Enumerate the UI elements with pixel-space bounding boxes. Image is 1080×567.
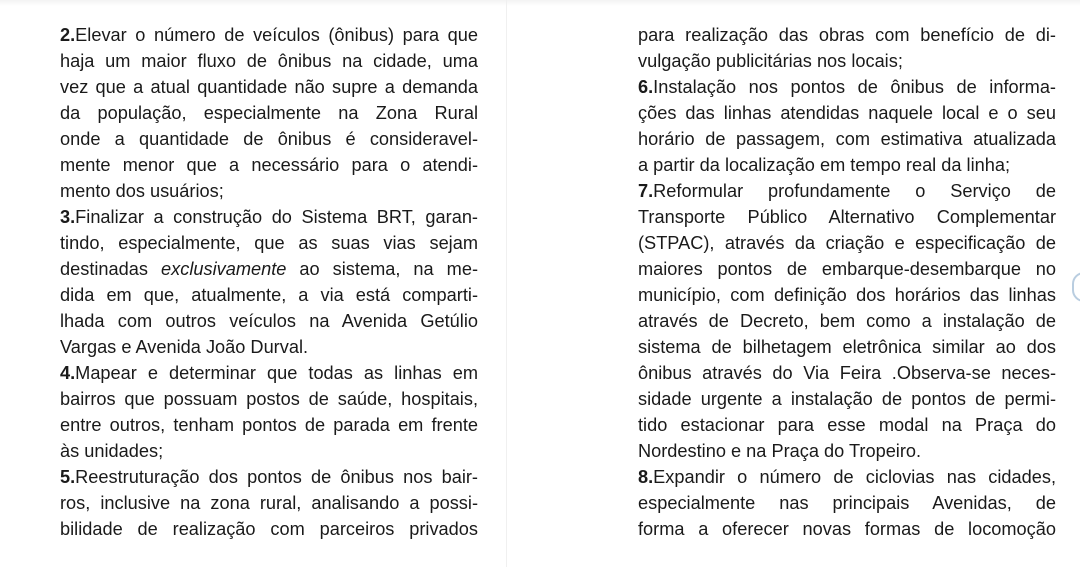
line-text: mento dos usuários; [60,181,224,201]
text-line [60,412,478,438]
line-text: a partir da localização em tempo real da linha; [638,155,1011,175]
top-edge-shadow [0,0,1080,6]
text-line [60,282,478,308]
text-line [60,360,478,386]
text-line [638,490,1056,516]
line-text: vulgação publicitárias nos locais; [638,51,903,71]
text-line [638,438,1056,464]
line-text: tido estacionar para esse modal na Praça do [638,415,1056,435]
emphasized-text: exclusivamente [161,259,287,279]
line-text: para realização das obras com benefício de di- [638,25,1056,45]
line-text: Vargas e Avenida João Durval. [60,337,309,357]
item-number: 2. [60,25,76,45]
scroll-handle-icon[interactable] [1072,272,1080,302]
text-line [638,464,1056,490]
text-line [638,48,1056,74]
line-text: ções das linhas atendidas naquele local e o seu [638,103,1056,123]
text-line [638,516,1056,542]
line-text: forma a oferecer novas formas de locomoção [638,519,1056,539]
item-number: 7. [638,181,654,201]
text-line [638,22,1056,48]
text-line [638,100,1056,126]
column-divider [506,0,507,567]
line-text: sidade urgente a instalação de pontos de permi- [638,389,1056,409]
text-line [60,74,478,100]
line-text: haja um maior fluxo de ônibus na cidade, uma [60,51,478,71]
line-text: lhada com outros veículos na Avenida Getúlio [60,311,478,331]
text-line [60,438,478,464]
text-line [638,360,1056,386]
line-text: bilidade de realização com parceiros privados [60,519,478,539]
text-line [638,204,1056,230]
line-text: Mapear e determinar que todas as linhas em [75,363,478,383]
line-text: especialmente nas principais Avenidas, de [638,493,1056,513]
text-line [60,464,478,490]
text-line [638,74,1056,100]
line-text: entre outros, tenham pontos de parada em frente [60,415,478,435]
text-line [60,308,478,334]
line-text: dida em que, atualmente, a via está comparti- [60,285,478,305]
text-line [60,256,478,282]
left-text-column [60,22,478,542]
line-text: ônibus através do Via Feira .Observa-se neces- [638,363,1056,383]
text-line [60,334,478,360]
text-line [60,204,478,230]
line-text: da população, especialmente na Zona Rural [60,103,478,123]
line-text: Nordestino e na Praça do Tropeiro. [638,441,922,461]
line-text: Elevar o número de veículos (ônibus) para que [75,25,478,45]
line-text: Expandir o número de ciclovias nas cidades, [653,467,1056,487]
text-line [60,490,478,516]
line-text: Transporte Público Alternativo Complementar [638,207,1056,227]
text-line [638,412,1056,438]
text-line [60,152,478,178]
text-line [638,282,1056,308]
line-text: Reestruturação dos pontos de ônibus nos bair- [75,467,478,487]
line-text: destinadas [60,259,162,279]
text-line [638,230,1056,256]
item-number: 4. [60,363,76,383]
text-line [638,334,1056,360]
line-text: município, com definição dos horários das linhas [638,285,1056,305]
line-text: bairros que possuam postos de saúde, hospitais, [60,389,478,409]
text-line [638,256,1056,282]
line-text: mente menor que a necessário para o atendi- [60,155,478,175]
line-text: vez que a atual quantidade não supre a demanda [60,77,478,97]
line-text: Instalação nos pontos de ônibus de informa- [653,77,1056,97]
line-text: Finalizar a construção do Sistema BRT, garan- [75,207,478,227]
text-line [638,178,1056,204]
item-number: 8. [638,467,654,487]
line-text: sistema de bilhetagem eletrônica similar ao dos [638,337,1056,357]
line-text: através de Decreto, bem como a instalação de [638,311,1056,331]
line-text: horário de passagem, com estimativa atualizada [638,129,1056,149]
text-line [60,22,478,48]
line-text: maiores pontos de embarque-desembarque no [638,259,1056,279]
text-line [60,126,478,152]
text-line [60,48,478,74]
text-line [638,308,1056,334]
line-text-continued: ao sistema, na me- [286,259,478,279]
line-text: tindo, especialmente, que as suas vias sejam [60,233,478,253]
right-text-column [638,22,1056,542]
text-line [60,516,478,542]
text-line [60,230,478,256]
line-text: (STPAC), através da criação e especificação de [638,233,1056,253]
text-line [638,152,1056,178]
line-text: Reformular profundamente o Serviço de [653,181,1056,201]
line-text: ros, inclusive na zona rural, analisando a possi- [60,493,478,513]
text-line [638,126,1056,152]
text-line [60,178,478,204]
line-text: às unidades; [60,441,164,461]
item-number: 6. [638,77,654,97]
line-text: onde a quantidade de ônibus é consideravel- [60,129,478,149]
text-line [638,386,1056,412]
item-number: 5. [60,467,76,487]
text-line [60,386,478,412]
item-number: 3. [60,207,76,227]
text-line [60,100,478,126]
